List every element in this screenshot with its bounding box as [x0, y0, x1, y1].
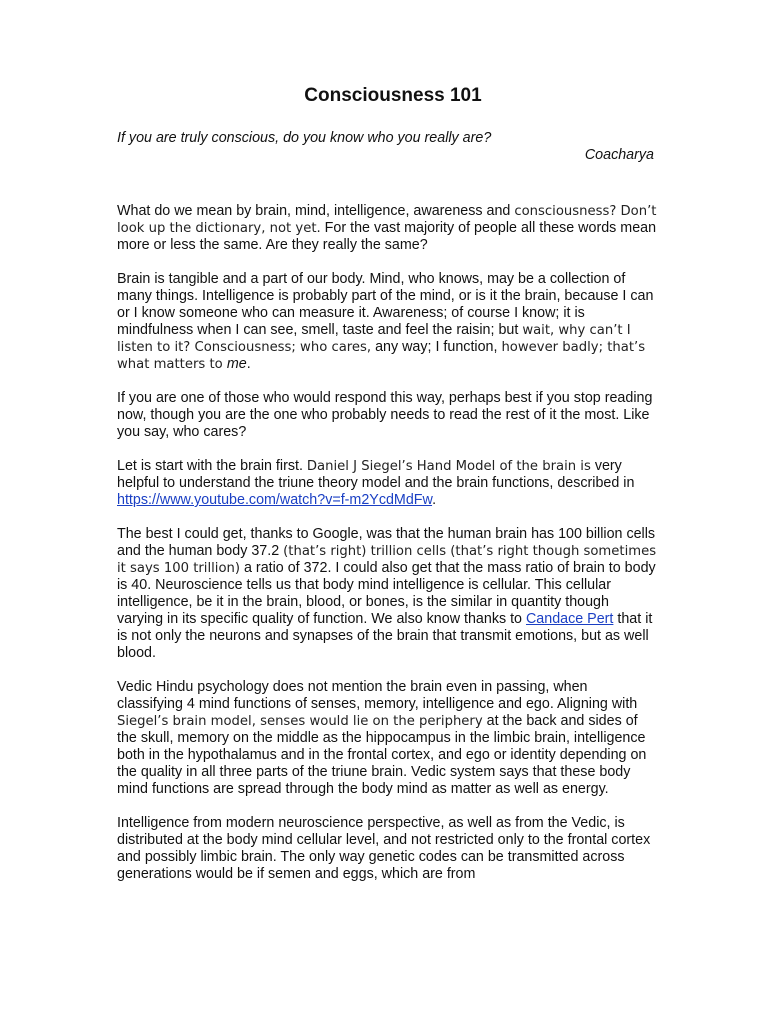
p5-text-a: The best I could get, thanks to Google, was that the human brain has 100 billion cells and the human body 37.2 [117, 526, 656, 559]
p1-text-b: consciousness? Don’t look up the dictionary, not yet. [117, 204, 657, 236]
paragraph-6 [117, 679, 657, 798]
p4-text-a: Let is start with the brain first. [117, 458, 307, 474]
p2-text-c: any way; I function, [371, 339, 502, 355]
epigraph-author: Coacharya [584, 147, 654, 163]
p5-text-c: a ratio of 372. I could also get that the mass ratio of brain to body is 40. Neuroscience tells us that body mind intelligence is cellular. This cellular intelligence, be it in the brain, blood, or bones, is the similar in quantity though varying in its specific quality of function. We also know thanks to [117, 560, 656, 627]
p5-text-d: that it is not only the neurons and synapses of the brain that transmit emotions, but as well blood. [117, 611, 653, 661]
p4-text-c: very helpful to understand the triune theory model and the brain functions, described in [117, 458, 635, 491]
document-title: Consciousness 101 [304, 85, 482, 106]
paragraph-4 [117, 458, 657, 509]
p1-text-c: For the vast majority of people all these words mean more or less the same. Are they really the same? [117, 220, 657, 253]
paragraph-2 [117, 271, 657, 373]
p2-text-f: . [246, 356, 251, 372]
document-page [117, 84, 657, 900]
candace-pert-link[interactable]: Candace Pert [525, 611, 614, 627]
p5-text-b: (that’s right) trillion cells (that’s right though sometimes it says 100 trillion) [117, 544, 657, 576]
p6-text-a: Vedic Hindu psychology does not mention the brain even in passing, when classifying 4 mind functions of senses, memory, intelligence and ego. Aligning with [117, 679, 638, 712]
paragraph-1 [117, 203, 657, 254]
paragraph-5 [117, 526, 657, 662]
p4-text-b: Daniel J Siegel’s Hand Model of the brain is [306, 459, 591, 474]
p6-text-b: Siegel’s brain model, senses would lie on the periphery [117, 714, 483, 729]
p2-text-a: Brain is tangible and a part of our body. Mind, who knows, may be a collection of many things. Intelligence is probably part of the mind, or is it the brain, because I can or I know someone who can measure it. Awareness; of course I know; it is mindfulness when I can see, smell, taste and feel the raisin; but [117, 271, 654, 338]
paragraph-3: If you are one of those who would respond this way, perhaps best if you stop reading now, though you are the one who probably needs to read the rest of it the most. Like you say, who cares? [117, 390, 653, 440]
p2-text-d: however badly; that’s what matters to [117, 340, 646, 372]
p6-text-c: at the back and sides of the skull, memory on the middle as the hippocampus in the limbic brain, intelligence both in the hypothalamus and in the frontal cortex, and ego or identity depending on the quality in all three parts of the triune brain. Vedic system says that these body mind functions are spread through the body mind as matter as well as energy. [117, 713, 647, 797]
p1-text-a: What do we mean by brain, mind, intelligence, awareness and [117, 203, 515, 219]
epigraph-quote: If you are truly conscious, do you know who you really are? [117, 130, 492, 146]
p4-text-d: . [432, 492, 437, 508]
youtube-link[interactable]: https://www.youtube.com/watch?v=f-m2YcdMdFw [117, 492, 433, 508]
paragraph-7: Intelligence from modern neuroscience perspective, as well as from the Vedic, is distributed at the body mind cellular level, and not restricted only to the frontal cortex and possibly limbic brain. The only way genetic codes can be transmitted across generations would be if semen and eggs, which are from [117, 815, 651, 882]
p2-text-b: wait, why can’t I listen to it? Consciousness; who cares, [117, 323, 631, 355]
p2-text-emphasis: me [226, 356, 247, 372]
